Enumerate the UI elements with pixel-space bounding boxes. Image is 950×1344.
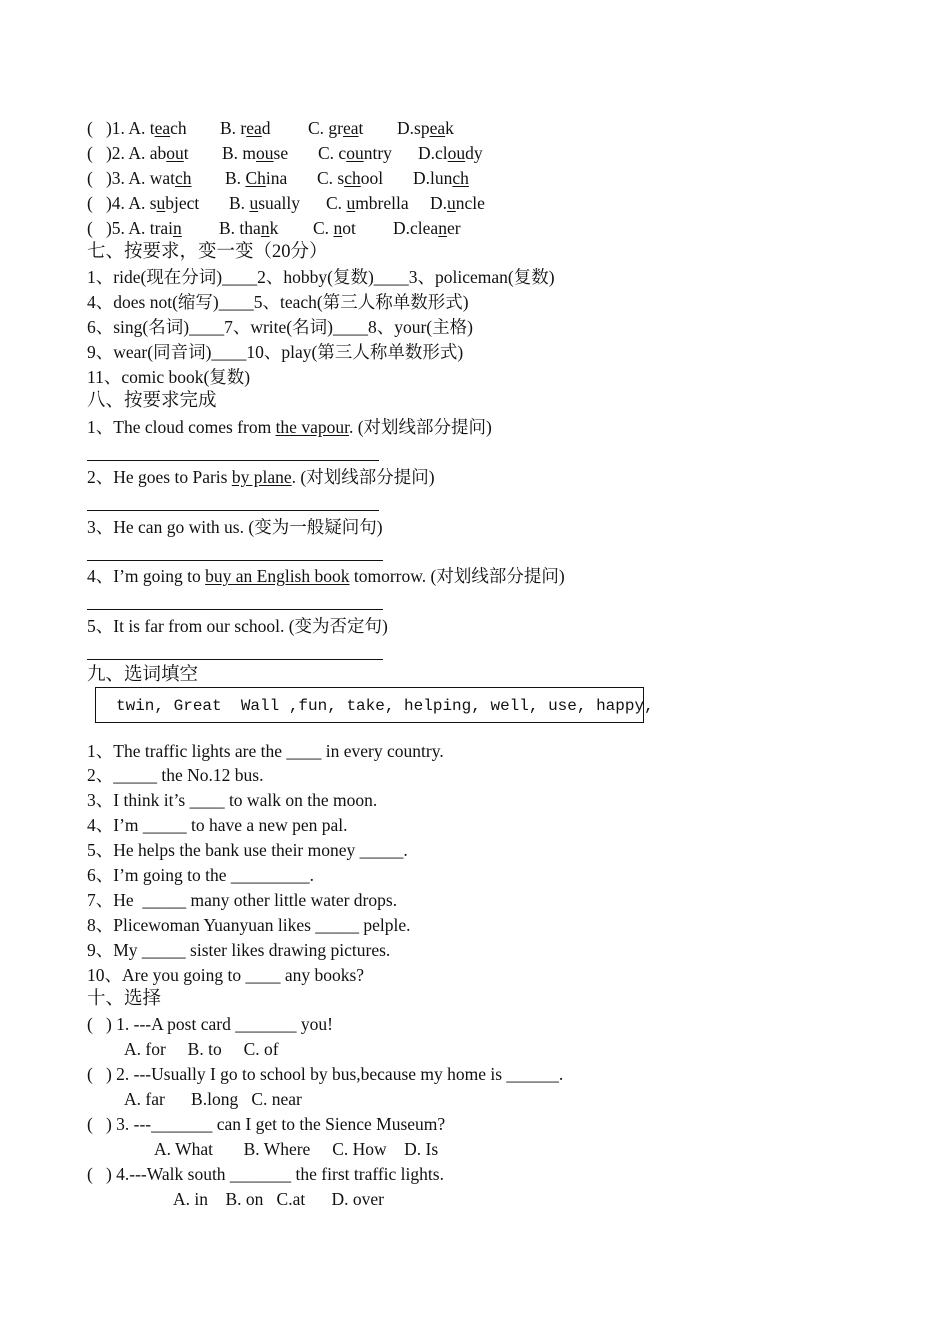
underlined-letters: ou [256,143,274,163]
option-text: ntry [363,143,392,163]
sec8-item-instruction: tomorrow. (对划线部分提问) [349,566,565,586]
sec9-line: 2、_____ the No.12 bus. [87,765,264,785]
sec9-line: 1、The traffic lights are the ____ in every country. [87,741,444,761]
pronunciation-row [87,142,483,164]
sec9-line: 7、He _____ many other little water drops. [87,890,398,910]
sec7-line: 4、does not(缩写)____5、teach(第三人称单数形式) [87,292,469,312]
sec8-item-text: 5、It is far from our school. (变为否定句) [87,616,388,636]
option-text: B. [229,193,250,213]
option-text: D.clea [393,218,439,238]
option-text: B. r [220,118,247,138]
option-a [128,218,181,238]
sec10-question: ( ) 3. ---_______ can I get to the Sience Museum? [87,1114,446,1134]
option-a [128,143,188,163]
section-7-title: 七、按要求，变一变（20分） [87,242,328,262]
option-text: k [445,118,454,138]
option-text: D.cl [418,143,448,163]
option-text: A. wat [128,168,175,188]
sec9-line: 10、Are you going to ____ any books? [87,965,365,985]
option-text: D. [430,193,448,213]
sec10-options: A. in B. on C.at D. over [173,1189,384,1209]
option-text: C. c [318,143,347,163]
option-b [220,117,271,139]
option-text: B. tha [219,218,261,238]
question-number: )5. [105,218,129,238]
underlined-letters: n [333,218,343,238]
option-text: t [183,143,189,163]
option-text: k [269,218,279,238]
option-text: A. s [128,193,157,213]
underlined-letters: ou [447,143,466,163]
option-text: d [261,118,271,138]
option-text: ool [360,168,384,188]
option-a [128,193,199,213]
answer-bracket[interactable]: ( [87,193,106,213]
option-d [413,167,469,189]
word-bank-box: twin, Great Wall ,fun, take, helping, well, use, happy, [95,687,644,723]
option-text: A. ab [128,143,167,163]
sec8-item-5 [87,615,388,637]
sec8-item-underlined: buy an English book [205,566,350,586]
sec8-item-instruction: . (对划线部分提问) [291,467,435,487]
option-text: B. [225,168,246,188]
underlined-letters: Ch [245,168,266,188]
sec9-line: 5、He helps the bank use their money _____. [87,840,408,860]
sec8-item-underlined: the vapour [275,417,349,437]
question-number: )3. [105,168,129,188]
sec9-line: 8、Plicewoman Yuanyuan likes _____ pelple. [87,915,411,935]
answer-line[interactable] [87,510,379,511]
sec10-options: A. for B. to C. of [124,1039,279,1059]
sec10-question: ( ) 2. ---Usually I go to school by bus,because my home is ______. [87,1064,564,1084]
answer-line[interactable] [87,609,383,610]
sec9-line: 9、My _____ sister likes drawing pictures. [87,940,391,960]
option-text: ch [170,118,187,138]
option-c [313,217,356,239]
underlined-letters: ea [429,118,446,138]
pronunciation-row [87,167,469,189]
underlined-letters: ou [346,143,364,163]
underlined-letters: u [249,193,259,213]
sec10-question: ( ) 4.---Walk south _______ the first traffic lights. [87,1164,444,1184]
sec7-line: 9、wear(同音词)____10、play(第三人称单数形式) [87,342,464,362]
option-text: dy [465,143,483,163]
option-text: mbrella [355,193,409,213]
section-8-title: 八、按要求完成 [87,391,217,411]
option-text: C. s [317,168,345,188]
question-number: )4. [105,193,129,213]
option-d [418,142,483,164]
option-text: er [446,218,461,238]
option-text: A. t [128,118,155,138]
sec8-item-text: 4、I’m going to [87,566,206,586]
underlined-letters: ea [246,118,262,138]
underlined-letters: ea [154,118,171,138]
section-10-title: 十、选择 [87,989,162,1009]
underlined-letters: ea [343,118,359,138]
option-text: D.sp [397,118,430,138]
option-c [326,192,409,214]
option-c [308,117,363,139]
option-text: C. gr [308,118,343,138]
sec8-item-text: 2、He goes to Paris [87,467,232,487]
sec9-line: 4、I’m _____ to have a new pen pal. [87,815,348,835]
option-c [317,167,383,189]
sec9-line: 3、I think it’s ____ to walk on the moon. [87,790,378,810]
option-text: se [273,143,289,163]
answer-bracket[interactable]: ( [87,218,106,238]
option-b [222,142,288,164]
underlined-letters: u [447,193,456,213]
answer-line[interactable] [87,460,379,461]
option-text: bject [165,193,200,213]
option-b [229,192,300,214]
question-number: )1. [105,118,129,138]
option-d [430,192,485,214]
option-a [128,118,186,138]
sec8-item-2 [87,466,435,488]
option-text: D.lun [413,168,453,188]
option-text: t [358,118,364,138]
option-text: ncle [455,193,485,213]
sec7-line: 6、sing(名词)____7、write(名词)____8、your(主格) [87,317,473,337]
answer-bracket[interactable]: ( [87,168,106,188]
pronunciation-row [87,217,461,239]
answer-bracket[interactable]: ( [87,143,106,163]
underlined-letters: ch [344,168,361,188]
underlined-letters: n [260,218,270,238]
sec8-item-instruction: . (对划线部分提问) [348,417,492,437]
underlined-letters: ch [174,168,192,188]
sec10-options: A. far B.long C. near [124,1089,302,1109]
option-d [393,217,461,239]
sec8-item-1 [87,416,492,438]
answer-line[interactable] [87,659,383,660]
underlined-letters: ou [166,143,184,163]
option-c [318,142,392,164]
sec8-item-4 [87,565,565,587]
underlined-letters: n [173,218,182,238]
option-d [397,117,454,139]
option-a [128,168,191,188]
sec7-line: 1、ride(现在分词)____2、hobby(复数)____3、policeman(复数) [87,267,555,287]
section-9-title: 九、选词填空 [87,665,199,685]
pronunciation-row [87,192,485,214]
option-text: C. [313,218,334,238]
sec10-question: ( ) 1. ---A post card _______ you! [87,1014,333,1034]
underlined-letters: ch [452,168,469,188]
sec10-options: A. What B. Where C. How D. Is [154,1139,439,1159]
underlined-letters: u [346,193,356,213]
answer-bracket[interactable]: ( [87,118,106,138]
option-text: A. trai [128,218,174,238]
answer-line[interactable] [87,560,383,561]
sec8-item-3 [87,516,383,538]
option-text: ina [265,168,288,188]
question-number: )2. [105,143,129,163]
option-text: B. m [222,143,257,163]
option-b [219,217,278,239]
sec8-item-underlined: by plane [231,467,292,487]
option-text: ot [342,218,356,238]
sec7-line: 11、comic book(复数) [87,367,251,387]
sec8-item-text: 1、The cloud comes from [87,417,276,437]
option-text: C. [326,193,347,213]
underlined-letters: u [156,193,166,213]
pronunciation-row [87,117,454,139]
option-b [225,167,287,189]
sec9-line: 6、I’m going to the _________. [87,865,314,885]
sec8-item-text: 3、He can go with us. (变为一般疑问句) [87,517,383,537]
underlined-letters: n [438,218,447,238]
option-text: sually [258,193,300,213]
